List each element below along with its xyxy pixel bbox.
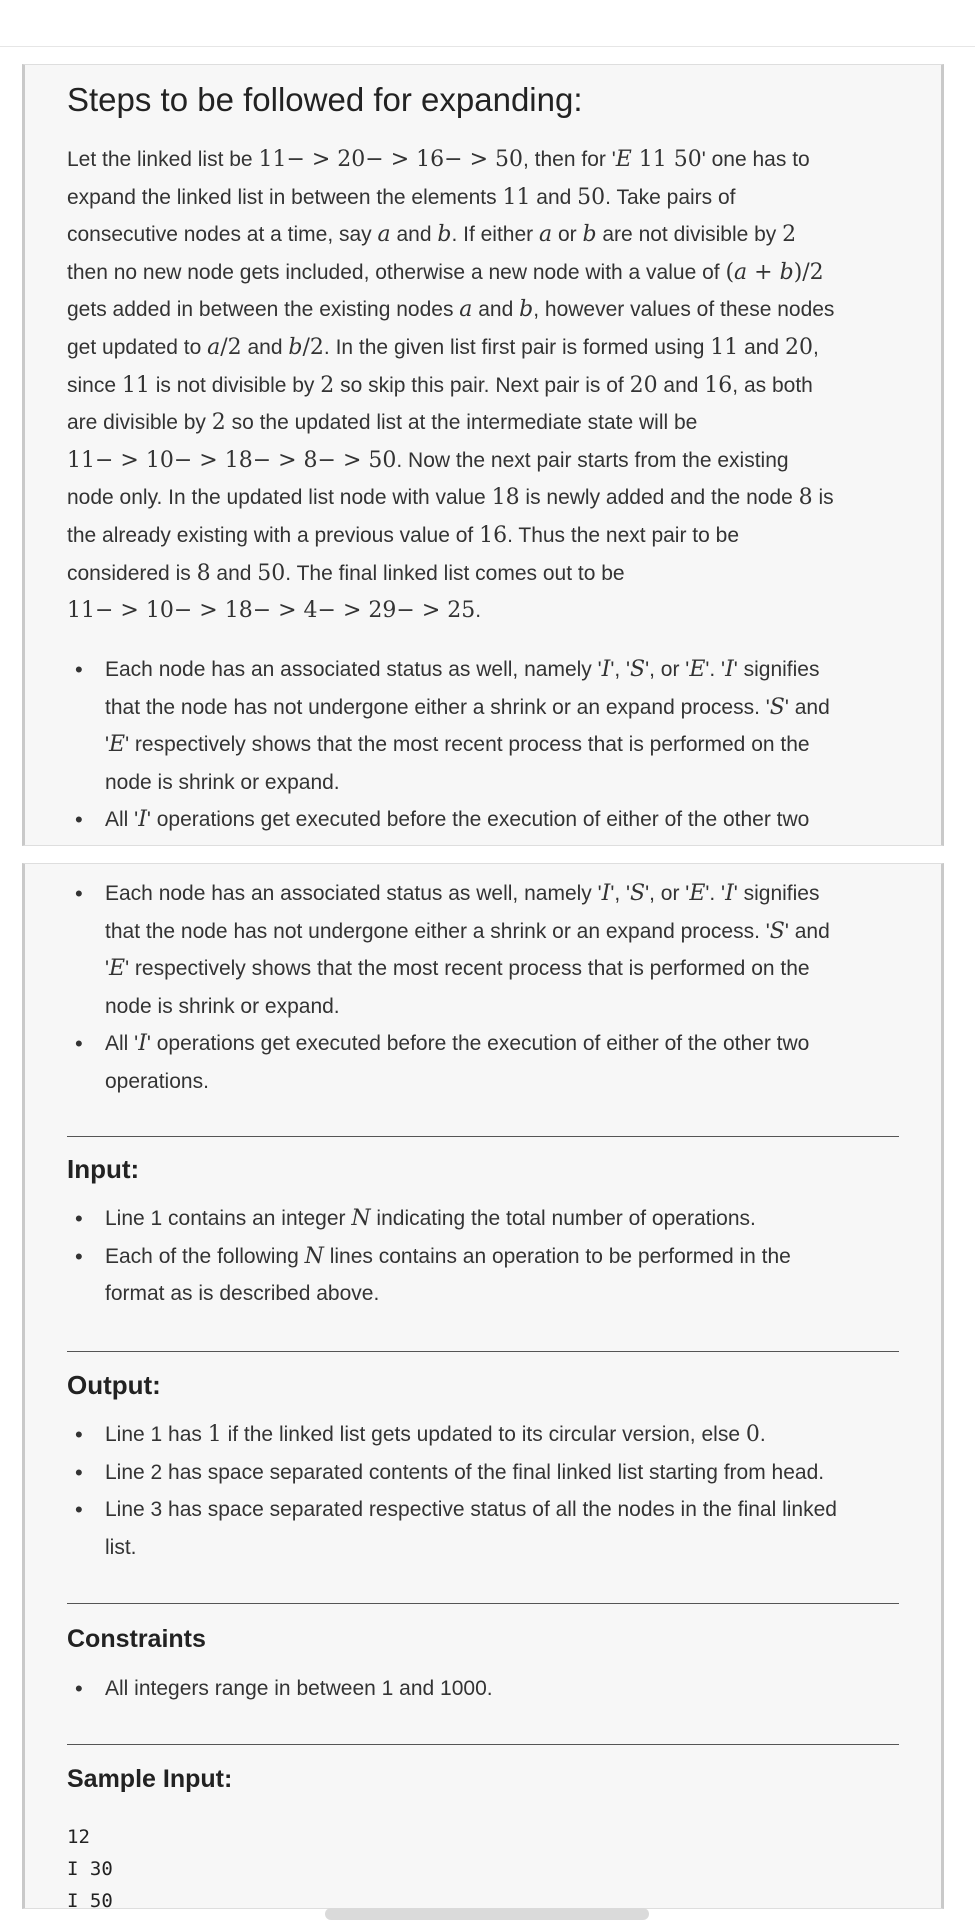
text-run: and xyxy=(657,373,705,397)
math-run: N xyxy=(351,1206,371,1231)
text-run: Each node has an associated status as well, namely ' xyxy=(105,882,602,905)
text-run: ' xyxy=(105,957,110,981)
text-run: so the updated list at the intermediate state will be xyxy=(225,411,698,435)
text-run: Each node has an associated status as well, namely ' xyxy=(105,658,602,681)
text-run: ' operations get executed before the execution of either of the other two xyxy=(146,808,810,832)
text-run: node is shrink or expand. xyxy=(105,994,340,1018)
text-run: are divisible by xyxy=(67,411,212,435)
text-line xyxy=(67,141,899,179)
text-run: and xyxy=(390,223,438,247)
math-run: I xyxy=(725,657,734,682)
text-run: format as is described above. xyxy=(105,1282,380,1306)
text-run: ' signifies xyxy=(733,882,820,905)
text-line xyxy=(105,1275,899,1313)
math-run: b xyxy=(582,222,597,248)
text-run: node is shrink or expand. xyxy=(105,770,340,794)
text-line xyxy=(105,1670,899,1708)
text-line xyxy=(105,764,899,802)
math-run: 1 xyxy=(207,1422,222,1447)
math-run: E xyxy=(615,147,632,172)
math-run: 2 xyxy=(211,410,226,436)
list-item xyxy=(67,1670,899,1708)
math-run: a xyxy=(377,222,391,248)
text-run: and xyxy=(530,185,578,209)
constraints-heading: Constraints xyxy=(67,1625,206,1653)
text-line xyxy=(67,329,899,367)
input-bullet-list xyxy=(67,1200,899,1313)
list-item xyxy=(67,875,899,1025)
text-run: All integers range in between 1 and 1000. xyxy=(105,1677,493,1700)
math-run: S xyxy=(630,657,646,682)
sample-input-heading: Sample Input: xyxy=(67,1765,233,1793)
text-run: and xyxy=(738,335,785,359)
bullet-list xyxy=(67,651,899,839)
text-run: Line 2 has space separated contents of the final linked list starting from head. xyxy=(105,1460,825,1484)
output-section xyxy=(67,1416,899,1566)
text-run: , however values of these nodes xyxy=(533,298,835,322)
list-item xyxy=(67,801,899,839)
text-run: , then for ' xyxy=(523,148,616,171)
text-run: is not divisible by xyxy=(149,373,321,397)
text-run: '. ' xyxy=(705,658,726,681)
text-line xyxy=(105,801,899,839)
input-heading: Input: xyxy=(67,1154,140,1184)
text-run: that the node has not undergone either a shrink or an expand process. ' xyxy=(105,919,770,943)
text-line xyxy=(105,875,899,913)
math-run: ( xyxy=(725,259,735,285)
math-run: 2 xyxy=(782,222,797,248)
text-run: ', or ' xyxy=(645,658,690,681)
text-line xyxy=(67,367,899,405)
math-run: 50 xyxy=(577,184,606,210)
math-run: a xyxy=(207,334,221,360)
text-run: ' operations get executed before the execution of either of the other two xyxy=(146,1032,810,1056)
divider xyxy=(67,1603,899,1604)
list-item xyxy=(67,1238,899,1313)
text-run: ' respectively shows that the most recent process that is performed on the xyxy=(125,957,810,981)
math-run: I xyxy=(601,657,611,682)
text-run: are not divisible by xyxy=(596,223,783,247)
math-run: 11 50 xyxy=(631,147,702,172)
text-line xyxy=(67,291,899,329)
text-line xyxy=(105,1200,899,1238)
text-line xyxy=(67,216,899,254)
text-run: operations. xyxy=(105,1069,209,1093)
text-run: . Thus the next pair to be xyxy=(507,523,740,547)
text-run: , as both xyxy=(732,373,813,397)
text-run: and xyxy=(210,561,258,585)
text-run: since xyxy=(67,373,122,397)
text-run: considered is xyxy=(67,561,197,585)
text-run: is newly added and the node xyxy=(519,486,799,510)
text-line xyxy=(67,404,899,442)
text-run: then no new node gets included, otherwise a new node with a value of xyxy=(67,260,726,284)
math-run: a xyxy=(538,222,553,248)
divider xyxy=(67,1136,899,1137)
math-run: /2 xyxy=(302,334,324,360)
sample-input-code xyxy=(67,1821,899,1909)
math-run: 16 xyxy=(704,372,733,398)
text-run: All ' xyxy=(105,1032,139,1056)
section-title: Steps to be followed for expanding: xyxy=(67,81,583,118)
text-run: Line 1 contains an integer xyxy=(105,1207,352,1230)
list-item xyxy=(67,651,899,801)
math-run: N xyxy=(304,1243,324,1269)
math-run: 20 xyxy=(784,334,813,360)
text-run: . The final linked list comes out to be xyxy=(285,561,625,585)
text-run: Line 1 has xyxy=(105,1423,208,1446)
text-run: so skip this pair. Next pair is of xyxy=(334,373,630,397)
math-run: 20 xyxy=(629,372,658,398)
list-item xyxy=(67,1491,899,1566)
math-run: a xyxy=(459,297,473,323)
text-run: ', or ' xyxy=(645,882,690,905)
output-heading: Output: xyxy=(67,1370,161,1400)
math-run: 8 xyxy=(798,485,813,511)
text-run: the already existing with a previous value of xyxy=(67,523,480,547)
text-run: Let the linked list be xyxy=(67,148,259,171)
code-line: I 30 xyxy=(67,1858,113,1880)
math-run: )/2 xyxy=(793,259,824,285)
text-line xyxy=(105,1529,899,1567)
math-run: I xyxy=(601,881,611,906)
list-item xyxy=(67,1454,899,1492)
math-run: I xyxy=(138,807,147,833)
text-run: ' one has to xyxy=(701,148,810,171)
status-bullets-repeat xyxy=(67,875,899,1101)
description-paragraph xyxy=(67,141,899,630)
input-section xyxy=(67,1200,899,1313)
divider xyxy=(67,1351,899,1352)
math-run: 11− > 20− > 16− > 50 xyxy=(258,147,523,172)
text-line xyxy=(67,442,899,480)
math-run: 11 xyxy=(502,184,531,210)
text-run: . In the given list first pair is formed using xyxy=(323,335,711,359)
math-run: b xyxy=(437,222,452,248)
constraints-section xyxy=(67,1670,899,1708)
math-run: E xyxy=(689,881,706,906)
text-run: and xyxy=(241,335,289,359)
text-line xyxy=(105,1238,899,1276)
list-item xyxy=(67,1416,899,1454)
text-run: . xyxy=(759,1423,766,1446)
text-run: , xyxy=(812,335,819,359)
text-run: that the node has not undergone either a shrink or an expand process. ' xyxy=(105,695,770,719)
bullet-list xyxy=(67,875,899,1101)
top-bar xyxy=(0,0,975,47)
math-run: /2 xyxy=(220,334,242,360)
math-run: 0 xyxy=(745,1422,760,1447)
problem-details-card xyxy=(22,863,944,1909)
math-run: 11− > 10− > 18− > 4− > 29− > 25 xyxy=(67,598,476,624)
code-line: 12 xyxy=(67,1826,90,1848)
text-run: ' and xyxy=(784,695,830,719)
text-line xyxy=(105,1416,899,1454)
text-run: and xyxy=(472,298,520,322)
text-run: Each of the following xyxy=(105,1244,305,1268)
text-run: ', ' xyxy=(610,882,631,905)
text-run: lines contains an operation to be performed in the xyxy=(323,1244,791,1268)
text-run: ' signifies xyxy=(733,658,820,681)
text-run: ' and xyxy=(784,919,830,943)
text-run: '. ' xyxy=(705,882,726,905)
text-line xyxy=(105,1025,899,1063)
text-run: ' respectively shows that the most recent process that is performed on the xyxy=(125,733,810,757)
math-run: S xyxy=(769,694,785,720)
math-run: 11− > 10− > 18− > 8− > 50 xyxy=(67,447,397,473)
text-run: . xyxy=(475,599,482,623)
text-run: gets added in between the existing nodes xyxy=(67,298,460,322)
math-run: 50 xyxy=(257,560,286,586)
text-run: Line 3 has space separated respective status of all the nodes in the final linked xyxy=(105,1498,837,1522)
text-run: ' xyxy=(105,733,110,757)
math-run: 18 xyxy=(491,485,520,511)
text-run: node only. In the updated list node with value xyxy=(67,486,492,510)
text-run: . Take pairs of xyxy=(605,185,736,209)
text-run: list. xyxy=(105,1535,137,1559)
text-run: ', ' xyxy=(610,658,631,681)
list-item xyxy=(67,1200,899,1238)
text-line xyxy=(67,179,899,217)
math-run: 2 xyxy=(320,372,335,398)
constraints-bullet-list xyxy=(67,1670,899,1708)
math-run: b xyxy=(779,259,794,285)
math-run: b xyxy=(519,297,534,323)
math-run: I xyxy=(138,1031,147,1057)
text-line xyxy=(105,1454,899,1492)
text-run: get updated to xyxy=(67,335,208,359)
math-run: S xyxy=(769,918,785,944)
math-run: E xyxy=(109,732,126,758)
divider xyxy=(67,1744,899,1745)
text-line xyxy=(67,592,899,630)
text-line xyxy=(67,555,899,593)
math-run: E xyxy=(109,956,126,982)
text-line xyxy=(105,988,899,1026)
math-run: E xyxy=(689,657,706,682)
text-line xyxy=(105,726,899,764)
math-run: S xyxy=(630,881,646,906)
text-line xyxy=(105,651,899,689)
text-run: if the linked list gets updated to its circular version, else xyxy=(221,1423,746,1446)
scroll-indicator[interactable] xyxy=(325,1908,649,1920)
code-line: I 50 xyxy=(67,1890,113,1909)
text-line xyxy=(67,254,899,292)
text-line xyxy=(105,1491,899,1529)
math-run: 8 xyxy=(196,560,211,586)
text-line xyxy=(105,913,899,951)
text-run: . If either xyxy=(451,223,539,247)
list-item xyxy=(67,1025,899,1100)
math-run: 11 xyxy=(121,372,150,398)
text-run: or xyxy=(552,223,583,247)
math-run: b xyxy=(288,334,303,360)
math-run: I xyxy=(725,881,734,906)
text-line xyxy=(67,517,899,555)
text-run: consecutive nodes at a time, say xyxy=(67,223,378,247)
text-line xyxy=(105,1063,899,1101)
text-line xyxy=(105,689,899,727)
text-line xyxy=(67,479,899,517)
math-run: a xyxy=(734,259,748,285)
text-line xyxy=(105,950,899,988)
math-run: + xyxy=(747,259,780,285)
math-run: 16 xyxy=(479,522,508,548)
expanding-steps-card xyxy=(22,64,944,846)
text-run: indicating the total number of operations. xyxy=(370,1207,756,1230)
text-run: . Now the next pair starts from the existing xyxy=(396,448,789,472)
text-run: expand the linked list in between the elements xyxy=(67,185,503,209)
status-bullets xyxy=(67,651,899,839)
text-run: All ' xyxy=(105,808,139,832)
expanding-description xyxy=(67,141,899,630)
output-bullet-list xyxy=(67,1416,899,1566)
math-run: 11 xyxy=(710,334,739,360)
text-run: is xyxy=(812,486,834,510)
